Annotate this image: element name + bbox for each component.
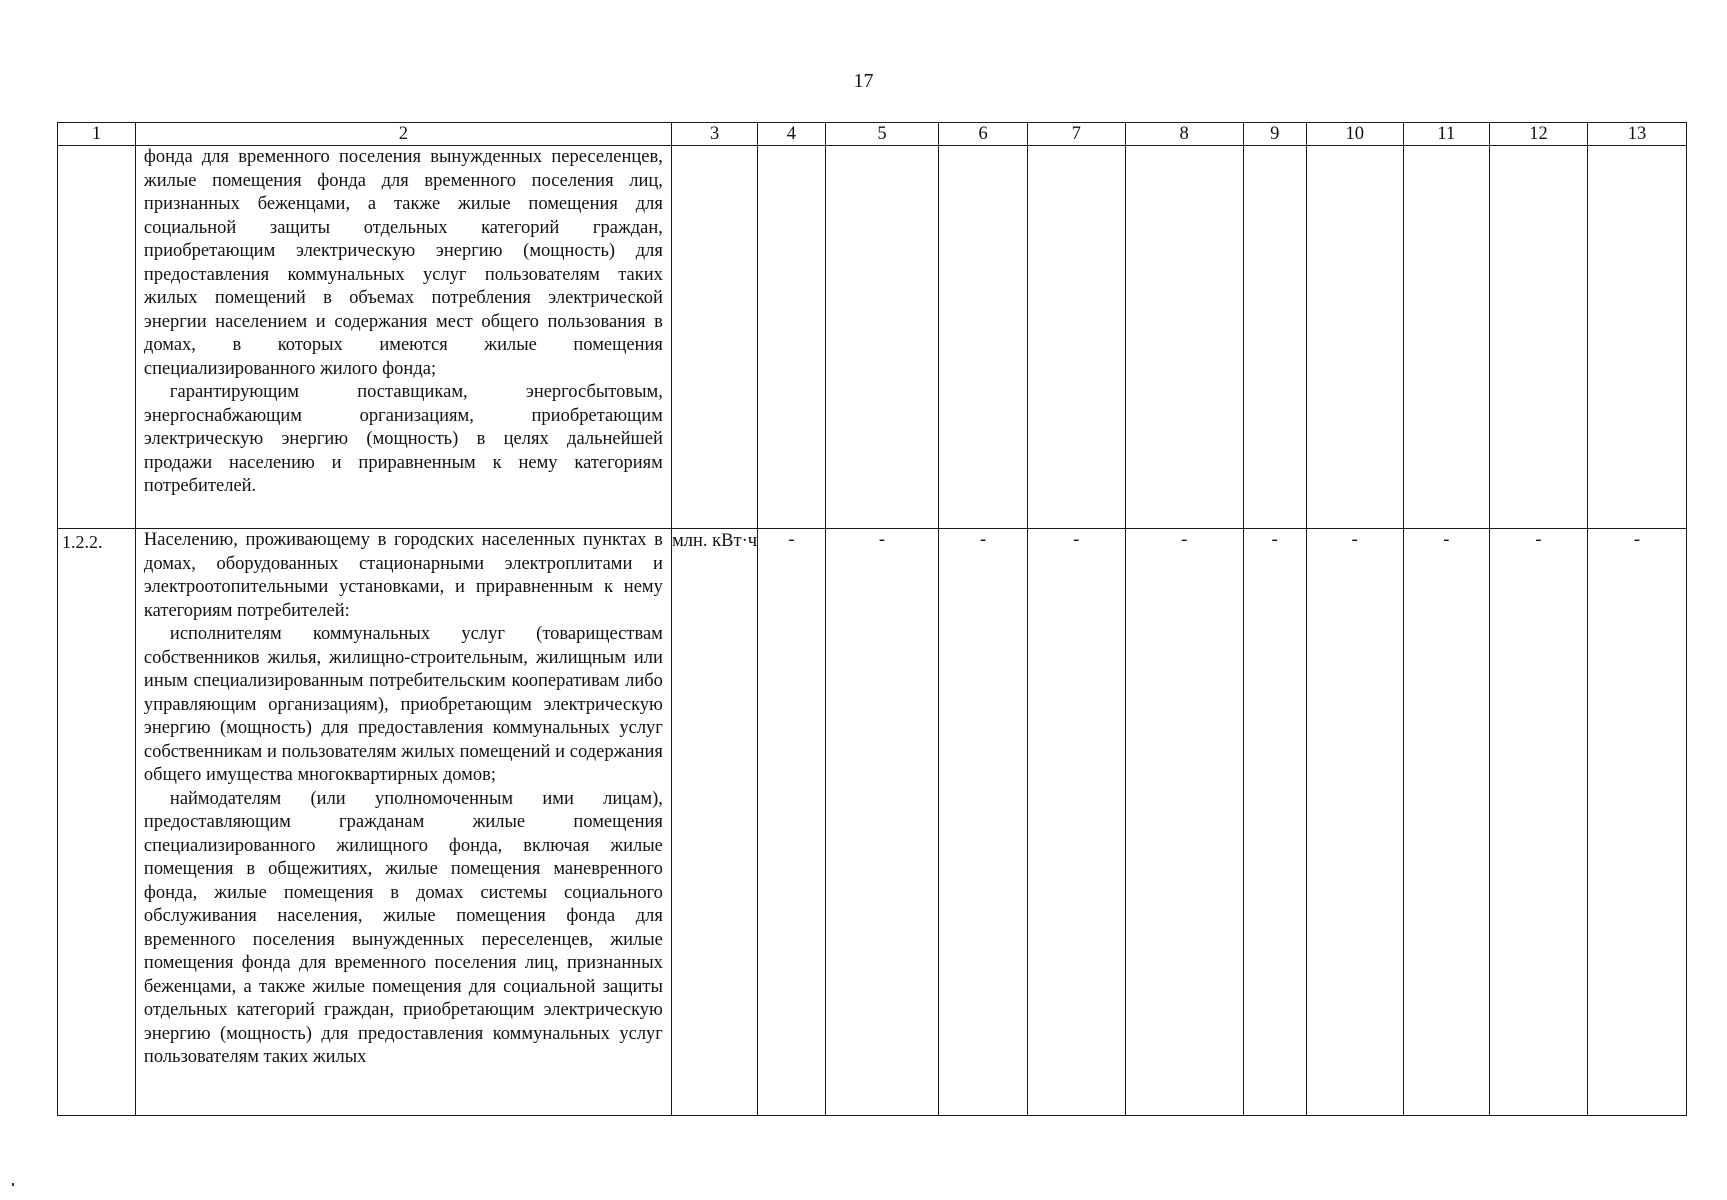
page-number: 17 [853,70,874,92]
column-header-13: 13 [1587,123,1686,146]
column-header-10: 10 [1306,123,1403,146]
unit-cell [671,146,757,529]
column-header-8: 8 [1125,123,1243,146]
value-cell-col8: - [1125,529,1243,1116]
value-cell-col7 [1027,146,1125,529]
column-header-5: 5 [825,123,939,146]
description-paragraph: фонда для временного поселения вынужденных переселенцев, жилые помещения фонда для временного поселения лиц, признанных беженцами, а также жилые помещения для социальной защиты отдельных категорий граждан, приобретающим электрическую энергию (мощность) для предоставления коммунальных услуг пользователям таких жилых помещений в объемах потребления электрической энергии населением и содержания мест общего пользования в домах, в которых имеются жилые помещения специализированного жилого фонда; [143,147,663,379]
value-cell-col13 [1587,146,1686,529]
description-paragraph: исполнителям коммунальных услуг (товариществам собственников жилья, жилищно-строительным, жилищным или иным специализированным потребительским кооперативам либо управляющим организациям), приобретающим электрическую энергию (мощность) для предоставления коммунальных услуг собственникам и пользователям жилых помещений и содержания общего имущества многоквартирных домов; [143,624,663,785]
value-cell-col9 [1243,146,1306,529]
column-header-6: 6 [939,123,1027,146]
tariff-table-container [57,122,1687,1116]
scan-speck [12,1183,14,1186]
column-header-11: 11 [1403,123,1489,146]
column-header-9: 9 [1243,123,1306,146]
tariff-table [57,122,1687,1116]
description-paragraph: наймодателям (или уполномоченным ими лицам), предоставляющим гражданам жилые помещения специализированного жилищного фонда, включая жилые помещения в общежитиях, жилые помещения маневренного фонда, жилые помещения в домах системы социального обслуживания населения, жилые помещения фонда для временного поселения вынужденных переселенцев, жилые помещения фонда для временного поселения лиц, признанных беженцами, а также жилые помещения для социальной защиты отдельных категорий граждан, приобретающим электрическую энергию (мощность) для предоставления коммунальных услуг пользователям таких жилых [143,788,663,1067]
column-header-2: 2 [135,123,671,146]
column-header-7: 7 [1027,123,1125,146]
value-cell-col12 [1490,146,1588,529]
row-number-cell [58,146,136,529]
value-cell-col13: - [1587,529,1686,1116]
value-cell-col5 [825,146,939,529]
table-header-row [58,123,1687,146]
value-cell-col4: - [758,529,825,1116]
value-cell-col6 [939,146,1027,529]
description-paragraph: гарантирующим поставщикам, энергосбытовым, энергоснабжающим организациям, приобретающим электрическую энергию (мощность) в целях дальнейшей продажи населению и приравненным к нему категориям потребителей. [143,382,663,496]
column-header-4: 4 [758,123,825,146]
value-cell-col12: - [1490,529,1588,1116]
column-header-12: 12 [1490,123,1588,146]
value-cell-col10: - [1306,529,1403,1116]
unit-cell: млн. кВт·ч [671,529,757,1116]
row-number-cell: 1.2.2. [58,529,136,1116]
column-header-3: 3 [671,123,757,146]
row-description-cell [135,146,671,529]
value-cell-col9: - [1243,529,1306,1116]
value-cell-col7: - [1027,529,1125,1116]
row-description-cell [135,529,671,1116]
table-row [58,529,1687,1116]
description-paragraph: Населению, проживающему в городских населенных пунктах в домах, оборудованных стационарными электроплитами и электроотопительными установками, и приравненным к нему категориям потребителей: [143,530,663,621]
value-cell-col11 [1403,146,1489,529]
value-cell-col8 [1125,146,1243,529]
value-cell-col10 [1306,146,1403,529]
value-cell-col4 [758,146,825,529]
value-cell-col11: - [1403,529,1489,1116]
column-header-1: 1 [58,123,136,146]
value-cell-col5: - [825,529,939,1116]
value-cell-col6: - [939,529,1027,1116]
table-row [58,146,1687,529]
